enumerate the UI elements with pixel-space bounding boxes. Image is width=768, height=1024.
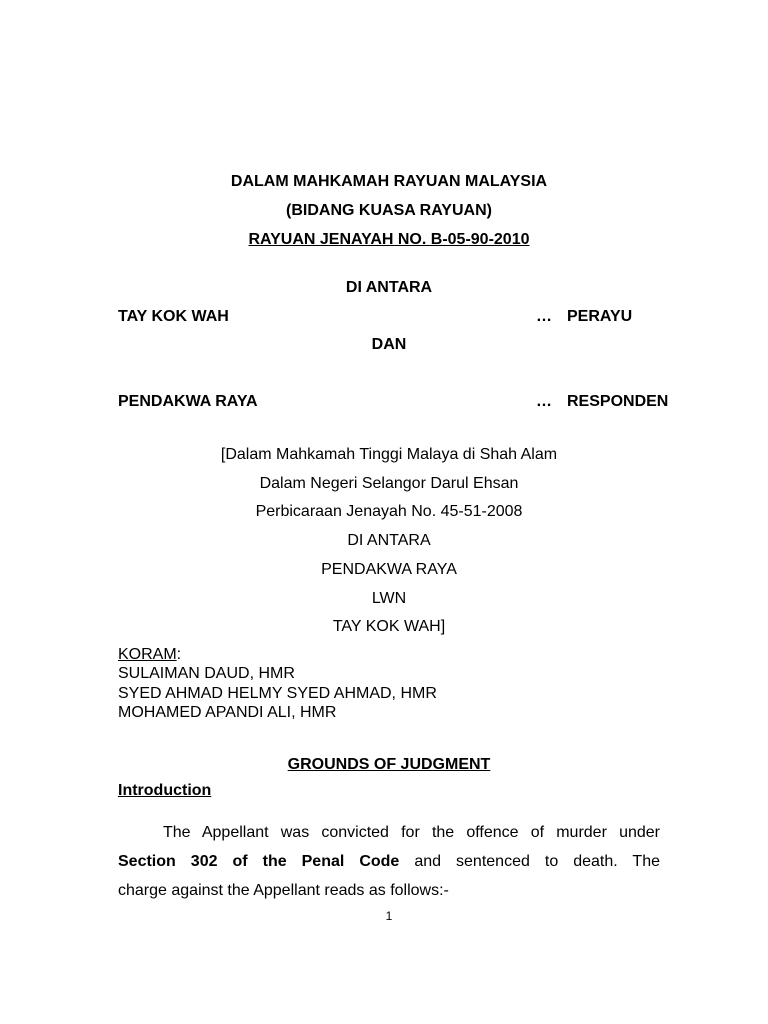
case-number-text: RAYUAN JENAYAH NO. B-05-90-2010 [248,231,530,248]
coram-colon: : [176,646,182,663]
statute-reference: Section 302 of the Penal Code [118,853,400,870]
lower-court-line-4: DI ANTARA [347,532,431,549]
lower-court-line-3: Perbicaraan Jenayah No. 45-51-2008 [255,503,523,520]
respondent-role: RESPONDEN [567,393,669,410]
coram-label: KORAM [118,646,177,663]
coram-judge: SULAIMAN DAUD, HMR [118,665,295,682]
lower-court-line-6: LWN [371,590,407,607]
section-title-text: GROUNDS OF JUDGMENT [287,756,491,773]
appellant-dots: … [536,308,552,325]
court-title: DALAM MAHKAMAH RAYUAN MALAYSIA [230,173,548,190]
subsection-title [118,781,211,801]
lower-court-line-1: [Dalam Mahkamah Tinggi Malaya di Shah Alam [220,446,558,463]
subsection-title-text: Introduction [118,782,212,799]
coram-judge: MOHAMED APANDI ALI, HMR [118,704,337,721]
appellant-role: PERAYU [567,308,633,325]
paragraph-line-1: The Appellant was convicted for the offence of murder under [163,824,660,841]
appellant-name: TAY KOK WAH [118,308,229,325]
paragraph-line-2-rest: and sentenced to death. The [399,853,660,870]
jurisdiction-title: (BIDANG KUASA RAYUAN) [286,202,492,219]
respondent-dots: … [536,393,552,410]
between-label: DI ANTARA [345,279,433,296]
and-label: DAN [371,336,407,353]
coram-heading [118,645,181,665]
page-number: 1 [385,909,393,923]
paragraph-line-3: charge against the Appellant reads as follows:- [118,882,449,899]
paragraph-line-2 [118,852,660,872]
lower-court-line-5: PENDAKWA RAYA [321,561,457,578]
coram-judge: SYED AHMAD HELMY SYED AHMAD, HMR [118,685,437,702]
lower-court-line-7: TAY KOK WAH] [332,618,446,635]
respondent-name: PENDAKWA RAYA [118,393,258,410]
case-number [0,230,768,250]
lower-court-line-2: Dalam Negeri Selangor Darul Ehsan [259,475,519,492]
section-title [0,755,768,775]
